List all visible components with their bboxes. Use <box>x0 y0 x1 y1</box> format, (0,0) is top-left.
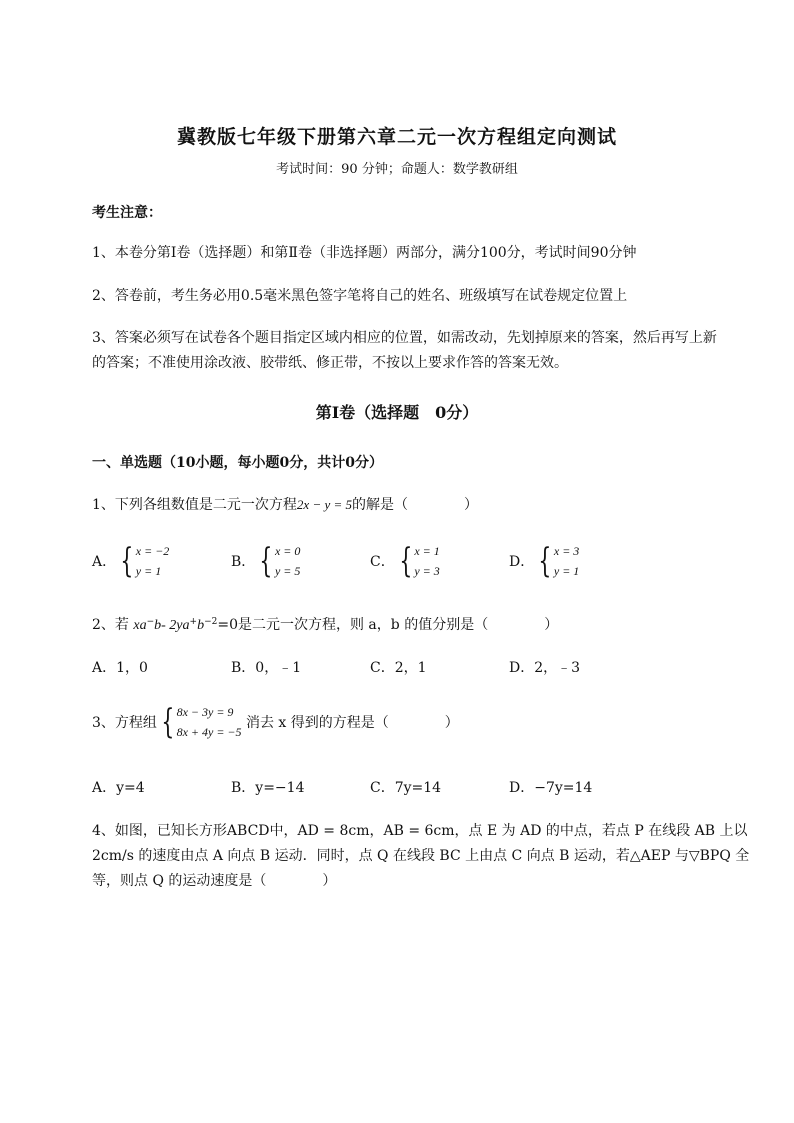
q4-line-1: 4、如图，已知长方形ABCD中，AD = 8cm，AB = 6cm，点 E 为 AD 的中点，若点 P 在线段 AB 上以 <box>92 823 748 839</box>
notice-heading: 考生注意： <box>92 205 162 221</box>
q3-option-b[interactable]: B．y=−14 <box>231 780 305 796</box>
q1-option-d-label: D． <box>509 554 535 570</box>
notice-item-3: 3、答案必须写在试卷各个题目指定区域内相应的位置，如需改动，先划掉原来的答案，然后再写上新 <box>92 330 717 346</box>
question-3 <box>92 702 459 742</box>
notice-item-2: 2、答卷前，考生务必用0.5毫米黑色签字笔将自己的姓名、班级填写在试卷规定位置上 <box>92 288 628 304</box>
question-1 <box>92 494 478 514</box>
q1-option-a-eq1: x = −2 <box>135 544 170 558</box>
q1-option-b-eq2: y = 5 <box>274 564 301 578</box>
q4-line-2: 2cm/s 的速度由点 A 向点 B 运动．同时，点 Q 在线段 BC 上由点 C 向点 B 运动，若△AEP 与▽BPQ 全 <box>92 848 750 864</box>
q1-prefix: 1、下列各组数值是二元一次方程 <box>92 497 297 513</box>
section-title: 第Ⅰ卷（选择题 0分） <box>315 403 479 422</box>
brace-icon: { <box>259 541 273 581</box>
q1-option-c-eq2: y = 3 <box>414 564 440 578</box>
brace-icon: { <box>161 702 175 742</box>
q3-eq2: 8x + 4y = −5 <box>176 725 242 739</box>
q2-sup-1: − <box>146 617 155 627</box>
q3-option-d[interactable]: D．−7y=14 <box>509 780 593 796</box>
q1-suffix: 的解是（ ） <box>352 497 479 513</box>
notice-item-3-cont: 的答案；不准使用涂改液、胶带纸、修正带，不按以上要求作答的答案无效。 <box>92 355 568 371</box>
brace-icon: { <box>399 541 413 581</box>
q4-line-3: 等，则点 Q 的运动速度是（ ） <box>92 873 337 889</box>
q1-option-a-eq2: y = 1 <box>135 564 162 578</box>
question-2 <box>92 614 558 634</box>
q3-suffix: 消去 x 得到的方程是（ ） <box>241 715 459 731</box>
q2-sup-2: + <box>189 617 198 627</box>
q2-expr-a: xa <box>133 618 147 633</box>
q2-option-a[interactable]: A．1，0 <box>92 660 148 676</box>
q1-option-d-eq2: y = 1 <box>553 564 580 578</box>
q1-option-c-eq1: x = 1 <box>414 544 440 558</box>
q3-option-a[interactable]: A．y=4 <box>92 780 145 796</box>
q2-suffix: =0是二元一次方程，则 a，b 的值分别是（ ） <box>217 617 559 633</box>
q1-option-b-label: B． <box>231 554 256 570</box>
q2-expr-c: - 2ya <box>161 618 190 633</box>
q1-option-a[interactable] <box>92 541 169 581</box>
document-title: 冀教版七年级下册第六章二元一次方程组定向测试 <box>176 126 617 148</box>
brace-icon: { <box>120 541 134 581</box>
q3-prefix: 3、方程组 <box>92 715 157 731</box>
q1-option-b-eq1: x = 0 <box>274 544 301 558</box>
q1-option-c-label: C． <box>370 554 395 570</box>
brace-icon: { <box>538 541 552 581</box>
q1-option-b[interactable] <box>231 541 300 581</box>
part-heading: 一、单选题（10小题，每小题0分，共计0分） <box>92 455 383 471</box>
q2-option-c[interactable]: C．2，1 <box>370 660 427 676</box>
q2-sup-3: −2 <box>204 617 218 627</box>
q1-option-c[interactable] <box>370 541 440 581</box>
q2-expr-b: b <box>154 618 162 633</box>
q1-option-d[interactable] <box>509 541 579 581</box>
notice-item-1: 1、本卷分第Ⅰ卷（选择题）和第Ⅱ卷（非选择题）两部分，满分100分，考试时间90分钟 <box>92 245 637 261</box>
q2-option-d[interactable]: D．2，﹣3 <box>509 660 581 676</box>
q2-prefix: 2、若 <box>92 617 134 633</box>
document-subtitle: 考试时间：90 分钟；命题人：数学教研组 <box>276 162 518 177</box>
q1-option-d-eq1: x = 3 <box>553 544 580 558</box>
q3-eq1: 8x − 3y = 9 <box>176 705 234 719</box>
q2-expr-d: b <box>197 618 205 633</box>
q2-option-b[interactable]: B．0，﹣1 <box>231 660 302 676</box>
q1-equation: 2x − y = 5 <box>296 497 353 512</box>
q3-option-c[interactable]: C．7y=14 <box>370 780 442 796</box>
q1-option-a-label: A． <box>92 554 117 570</box>
